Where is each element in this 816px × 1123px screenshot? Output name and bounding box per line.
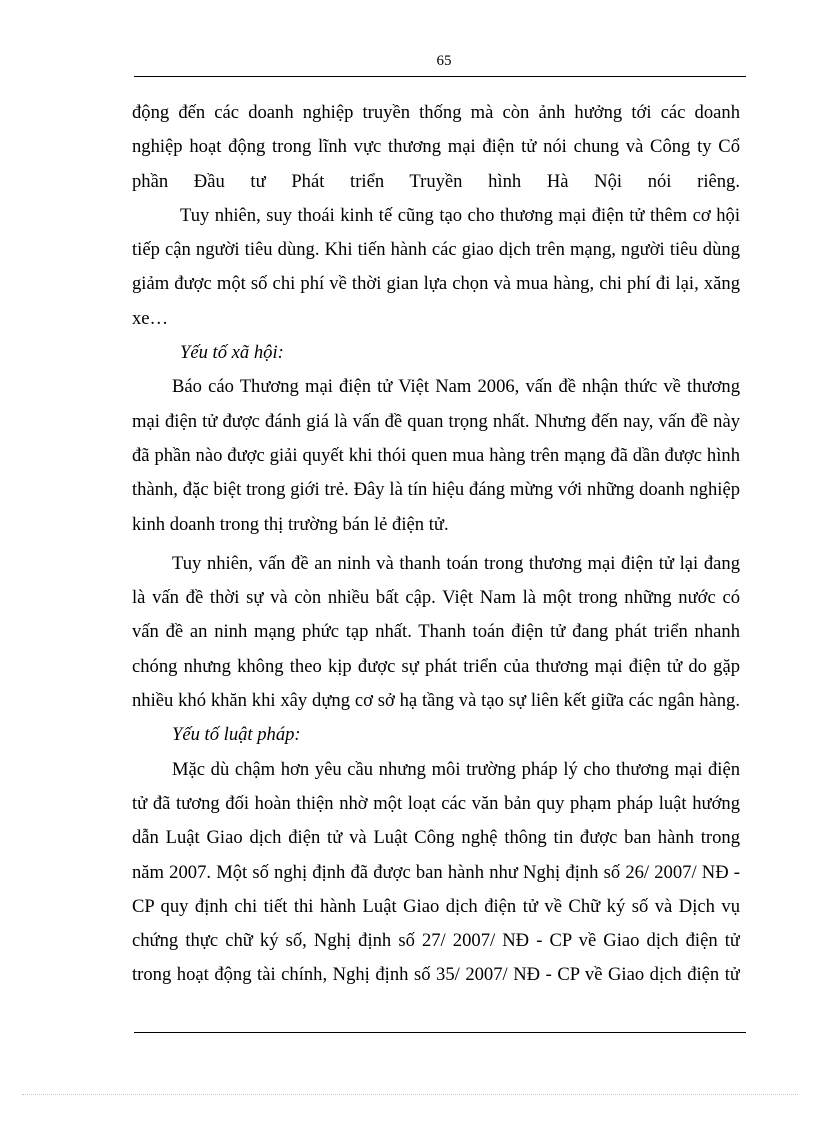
header-rule [134, 76, 746, 77]
section-heading-legal: Yếu tố luật pháp: [172, 724, 301, 746]
page-edge-divider [22, 1094, 798, 1095]
text-line: CP quy định chi tiết thi hành Luật Giao dịch điện tử về Chữ ký số và Dịch vụ [132, 895, 740, 917]
text-line: Báo cáo Thương mại điện tử Việt Nam 2006, vấn đề nhận thức về thương [172, 376, 740, 398]
text-line: thành, đặc biệt trong giới trẻ. Đây là tín hiệu đáng mừng với những doanh nghiệp [132, 479, 740, 501]
text-line: Tuy nhiên, suy thoái kinh tế cũng tạo cho thương mại điện tử thêm cơ hội [180, 204, 740, 226]
text-line: vấn đề an ninh mạng phức tạp nhất. Thanh toán điện tử đang phát triển nhanh [132, 621, 740, 643]
text-line: năm 2007. Một số nghị định đã được ban hành như Nghị định số 26/ 2007/ NĐ - [132, 861, 740, 883]
text-line: Tuy nhiên, vấn đề an ninh và thanh toán trong thương mại điện tử lại đang [172, 552, 740, 574]
text-line: xe… [132, 307, 169, 329]
page-number: 65 [436, 53, 452, 69]
text-line: nghiệp hoạt động trong lĩnh vực thương mại điện tử nói chung và Công ty Cổ [132, 136, 740, 158]
footer-rule [134, 1032, 746, 1033]
text-line: chóng nhưng không theo kịp được sự phát triển của thương mại điện tử do gặp [132, 655, 740, 677]
section-heading-social: Yếu tố xã hội: [180, 342, 284, 364]
text-line: kinh doanh trong thị trường bán lẻ điện tử. [132, 513, 449, 535]
text-line: tử đã tương đối hoàn thiện nhờ một loạt các văn bản quy phạm pháp luật hướng [132, 792, 740, 814]
text-line: động đến các doanh nghiệp truyền thống mà còn ảnh hưởng tới các doanh [132, 102, 740, 123]
page-body [132, 96, 740, 993]
text-line: là vấn đề thời sự và còn nhiều bất cập. Việt Nam là một trong những nước có [132, 587, 740, 609]
text-line: phần Đầu tư Phát triển Truyền hình Hà Nội nói riêng. [132, 170, 740, 192]
text-line: trong hoạt động tài chính, Nghị định số 35/ 2007/ NĐ - CP về Giao dịch điện tử [132, 964, 740, 986]
text-line: tiếp cận người tiêu dùng. Khi tiến hành các giao dịch trên mạng, người tiêu dùng [132, 239, 740, 261]
text-line: giảm được một số chi phí về thời gian lựa chọn và mua hàng, chi phí đi lại, xăng [132, 273, 740, 295]
text-line: chứng thực chữ ký số, Nghị định số 27/ 2007/ NĐ - CP về Giao dịch điện tử [132, 930, 740, 952]
text-line: nhiều khó khăn khi xây dựng cơ sở hạ tầng và tạo sự liên kết giữa các ngân hàng. [132, 690, 740, 712]
text-line: đã phần nào được giải quyết khi thói quen mua hàng trên mạng đã dần được hình [132, 444, 740, 466]
text-line: Mặc dù chậm hơn yêu cầu nhưng môi trường pháp lý cho thương mại điện [172, 758, 740, 780]
text-line: mại điện tử được đánh giá là vấn đề quan trọng nhất. Nhưng đến nay, vấn đề này [132, 410, 740, 432]
text-line: dẫn Luật Giao dịch điện tử và Luật Công nghệ thông tin được ban hành trong [132, 827, 740, 849]
